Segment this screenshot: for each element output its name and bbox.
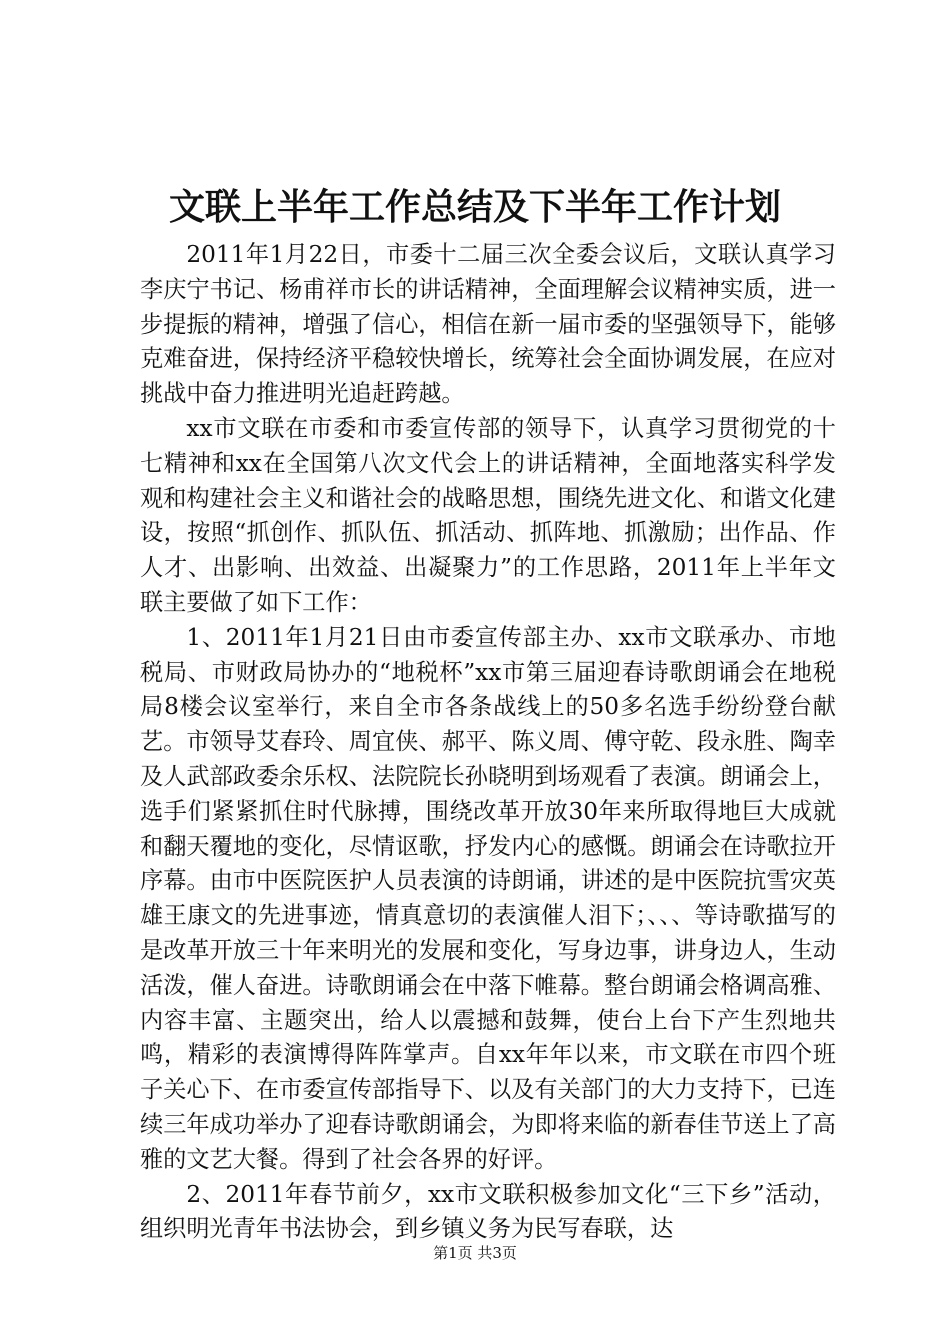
paragraph-intro: 2011年1月22日，市委十二届三次全委会议后，文联认真学习李庆宁书记、杨甫祥市长的讲话精神，全面理解会议精神实质，进一步提振的精神，增强了信心，相信在新一届市委的坚强领导下，能够克难奋进，保持经济平稳较快增长，统筹社会全面协调发展，在应对挑战中奋力推进明光追赶跨越。 (140, 241, 836, 408)
paragraph-item-1: 1、2011年1月21日由市委宣传部主办、xx市文联承办、市地税局、市财政局协办的“地税杯”xx市第三届迎春诗歌朗诵会在地税局8楼会议室举行，来自全市各条战线上的50多名选手纷纷登台献艺。市领导艾春玲、周宜侠、郝平、陈义周、傅守乾、段永胜、陶幸及人武部政委余乐权、法院院长孙晓明到场观看了表演。朗诵会上，选手们紧紧抓住时代脉搏，围绕改革开放30年来所取得地巨大成就和翻天覆地的变化，尽情讴歌，抒发内心的感慨。朗诵会在诗歌拉开序幕。由市中医院医护人员表演的诗朗诵，讲述的是中医院抗雪灾英雄王康文的先进事迹，情真意切的表演催人泪下；、、、等诗歌描写的是改革开放三十年来明光的发展和变化，写身边事，讲身边人，生动活泼，催人奋进。诗歌朗诵会在中落下帷幕。整台朗诵会格调高雅、内容丰富、主题突出，给人以震撼和鼓舞，使台上台下产生烈地共鸣，精彩的表演博得阵阵掌声。自xx年年以来，市文联在市四个班子关心下、在市委宣传部指导下、以及有关部门的大力支持下，已连续三年成功举办了迎春诗歌朗诵会，为即将来临的新春佳节送上了高雅的文艺大餐。得到了社会各界的好评。 (140, 623, 836, 1173)
paragraph-item-2: 2、2011年春节前夕，xx市文联积极参加文化“三下乡”活动，组织明光青年书法协会，到乡镇义务为民写春联，达 (140, 1180, 836, 1243)
page-number-footer: 第1页 共3页 (433, 1244, 517, 1262)
document-body (140, 238, 836, 1247)
paragraph-overview: xx市文联在市委和市委宣传部的领导下，认真学习贯彻党的十七精神和xx在全国第八次文代会上的讲话精神，全面地落实科学发观和构建社会主义和谐社会的战略思想，围绕先进文化、和谐文化建设，按照“抓创作、抓队伍、抓活动、抓阵地、抓激励；出作品、作人才、出影响、出效益、出凝聚力”的工作思路，2011年上半年文联主要做了如下工作： (140, 414, 836, 616)
document-title: 文联上半年工作总结及下半年工作计划 (168, 186, 781, 228)
